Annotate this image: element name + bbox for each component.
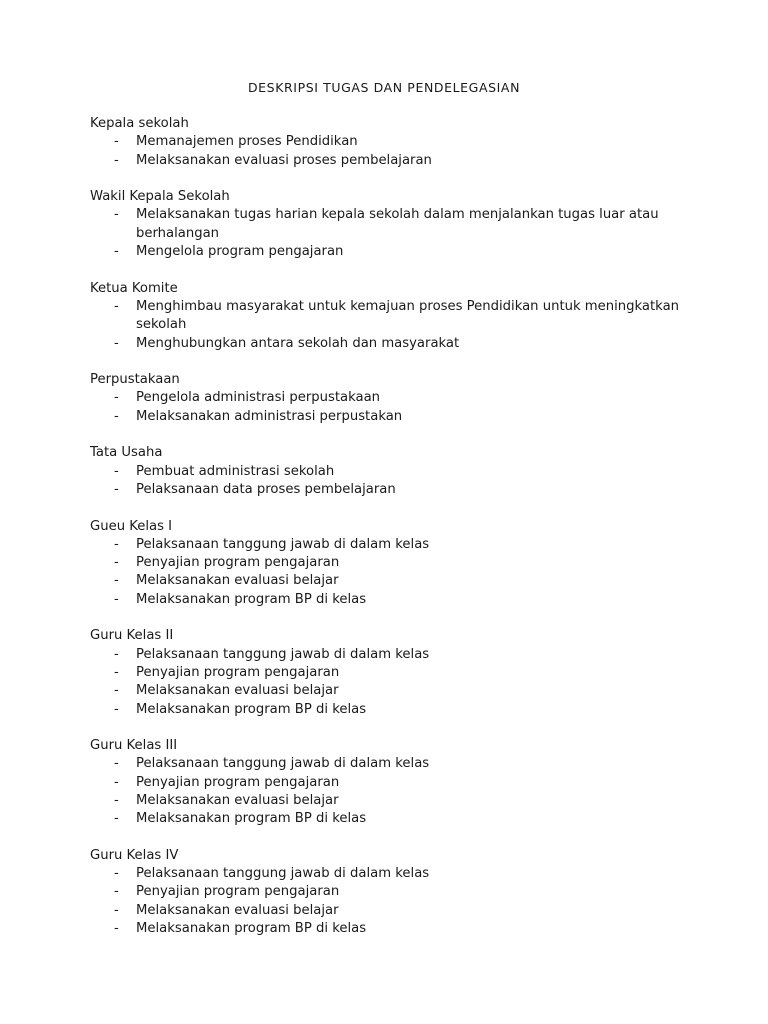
task-item bbox=[90, 408, 710, 426]
task-list bbox=[90, 865, 710, 938]
role-section bbox=[90, 518, 710, 609]
task-item bbox=[90, 536, 710, 554]
task-item bbox=[90, 389, 710, 407]
role-heading: Guru Kelas IV bbox=[90, 847, 179, 863]
task-item bbox=[90, 554, 710, 572]
task-text: Pelaksanaan tanggung jawab di dalam kelas bbox=[136, 646, 430, 662]
dash-bullet-icon: - bbox=[114, 774, 119, 790]
task-text: Menghubungkan antara sekolah dan masyarakat bbox=[136, 335, 460, 351]
task-list bbox=[90, 536, 710, 609]
task-text: Penyajian program pengajaran bbox=[136, 884, 340, 900]
role-section bbox=[90, 737, 710, 828]
task-text: Mengelola program pengajaran bbox=[136, 244, 344, 260]
document-title: DESKRIPSI TUGAS DAN PENDELEGASIAN bbox=[247, 80, 521, 95]
task-text: Melaksanakan program BP di kelas bbox=[136, 921, 367, 937]
task-text: Pengelola administrasi perpustakaan bbox=[136, 390, 381, 406]
role-heading: Tata Usaha bbox=[90, 445, 163, 461]
task-text: Melaksanakan evaluasi belajar bbox=[136, 792, 339, 808]
dash-bullet-icon: - bbox=[114, 902, 119, 918]
task-list bbox=[90, 646, 710, 719]
task-item bbox=[90, 883, 710, 901]
role-section bbox=[90, 188, 710, 261]
role-section bbox=[90, 444, 710, 499]
task-item bbox=[90, 646, 710, 664]
task-list bbox=[90, 206, 710, 261]
dash-bullet-icon: - bbox=[114, 664, 119, 680]
dash-bullet-icon: - bbox=[114, 298, 119, 314]
task-text: Melaksanakan program BP di kelas bbox=[136, 701, 367, 717]
dash-bullet-icon: - bbox=[114, 701, 119, 717]
task-item bbox=[90, 865, 710, 883]
task-list bbox=[90, 463, 710, 500]
task-text: Menghimbau masyarakat untuk kemajuan proses Pendidikan untuk meningkatkan sekolah bbox=[136, 298, 680, 333]
role-section bbox=[90, 371, 710, 426]
task-text: Melaksanakan evaluasi belajar bbox=[136, 573, 339, 589]
task-item bbox=[90, 920, 710, 938]
role-section bbox=[90, 847, 710, 938]
dash-bullet-icon: - bbox=[114, 573, 119, 589]
task-text: Melaksanakan administrasi perpustakan bbox=[136, 408, 403, 424]
dash-bullet-icon: - bbox=[114, 884, 119, 900]
dash-bullet-icon: - bbox=[114, 481, 119, 497]
role-heading: Ketua Komite bbox=[90, 280, 178, 296]
task-list bbox=[90, 389, 710, 426]
dash-bullet-icon: - bbox=[114, 335, 119, 351]
dash-bullet-icon: - bbox=[114, 390, 119, 406]
task-text: Melaksanakan evaluasi belajar bbox=[136, 902, 339, 918]
dash-bullet-icon: - bbox=[114, 811, 119, 827]
dash-bullet-icon: - bbox=[114, 207, 119, 223]
task-item bbox=[90, 792, 710, 810]
dash-bullet-icon: - bbox=[114, 152, 119, 168]
role-heading: Guru Kelas III bbox=[90, 738, 178, 754]
task-item bbox=[90, 701, 710, 719]
task-item bbox=[90, 335, 710, 353]
dash-bullet-icon: - bbox=[114, 921, 119, 937]
task-item bbox=[90, 243, 710, 261]
task-text: Pelaksanaan tanggung jawab di dalam kelas bbox=[136, 536, 430, 552]
task-item bbox=[90, 774, 710, 792]
dash-bullet-icon: - bbox=[114, 463, 119, 479]
role-heading: Guru Kelas II bbox=[90, 628, 174, 644]
task-item bbox=[90, 133, 710, 151]
task-item bbox=[90, 755, 710, 773]
task-list bbox=[90, 133, 710, 170]
task-item bbox=[90, 664, 710, 682]
task-text: Pelaksanaan tanggung jawab di dalam kelas bbox=[136, 866, 430, 882]
dash-bullet-icon: - bbox=[114, 646, 119, 662]
dash-bullet-icon: - bbox=[114, 866, 119, 882]
task-text: Memanajemen proses Pendidikan bbox=[136, 134, 358, 150]
task-text: Melaksanakan tugas harian kepala sekolah dalam menjalankan tugas luar atau berhalangan bbox=[136, 207, 659, 241]
dash-bullet-icon: - bbox=[114, 591, 119, 607]
task-text: Melaksanakan program BP di kelas bbox=[136, 591, 367, 607]
role-heading: Gueu Kelas I bbox=[90, 518, 173, 534]
sections-container bbox=[90, 115, 710, 957]
task-text: Penyajian program pengajaran bbox=[136, 774, 340, 790]
task-text: Penyajian program pengajaran bbox=[136, 555, 340, 571]
role-section bbox=[90, 280, 710, 353]
dash-bullet-icon: - bbox=[114, 683, 119, 699]
dash-bullet-icon: - bbox=[114, 244, 119, 260]
task-item bbox=[90, 298, 710, 335]
dash-bullet-icon: - bbox=[114, 536, 119, 552]
dash-bullet-icon: - bbox=[114, 756, 119, 772]
task-item bbox=[90, 572, 710, 590]
role-section bbox=[90, 115, 710, 170]
task-item bbox=[90, 902, 710, 920]
dash-bullet-icon: - bbox=[114, 555, 119, 571]
task-item bbox=[90, 682, 710, 700]
task-text: Pelaksanaan tanggung jawab di dalam kelas bbox=[136, 756, 430, 772]
task-item bbox=[90, 481, 710, 499]
role-heading: Kepala sekolah bbox=[90, 116, 189, 131]
task-text: Pembuat administrasi sekolah bbox=[136, 463, 335, 479]
dash-bullet-icon: - bbox=[114, 134, 119, 150]
task-text: Melaksanakan program BP di kelas bbox=[136, 811, 367, 827]
task-item bbox=[90, 206, 710, 243]
task-list bbox=[90, 298, 710, 353]
dash-bullet-icon: - bbox=[114, 792, 119, 808]
task-text: Melaksanakan evaluasi belajar bbox=[136, 683, 339, 699]
task-item bbox=[90, 810, 710, 828]
task-text: Melaksanakan evaluasi proses pembelajaran bbox=[136, 152, 432, 168]
task-item bbox=[90, 152, 710, 170]
task-list bbox=[90, 755, 710, 828]
task-item bbox=[90, 591, 710, 609]
dash-bullet-icon: - bbox=[114, 408, 119, 424]
role-heading: Wakil Kepala Sekolah bbox=[90, 189, 230, 205]
task-text: Penyajian program pengajaran bbox=[136, 664, 340, 680]
task-item bbox=[90, 463, 710, 481]
task-text: Pelaksanaan data proses pembelajaran bbox=[136, 481, 396, 497]
role-section bbox=[90, 627, 710, 718]
role-heading: Perpustakaan bbox=[90, 372, 180, 388]
